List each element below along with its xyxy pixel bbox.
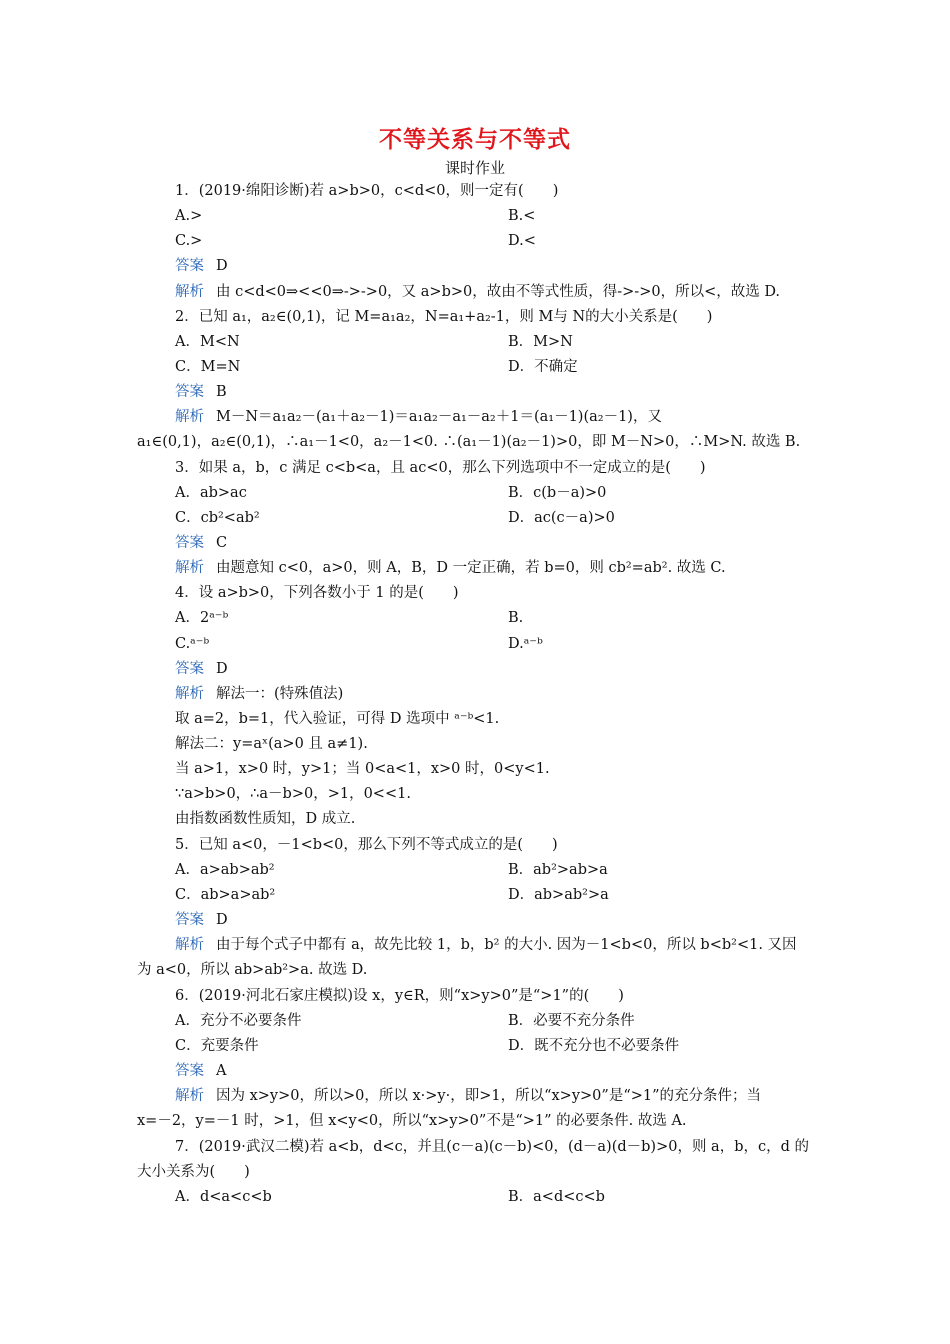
option-2d: D．不确定 (508, 359, 578, 375)
analysis-4-line-3: 解法二：y=aˣ(a>0 且 a≠1). (175, 736, 368, 752)
option-1d: D.< (508, 233, 536, 249)
option-1b: B.< (508, 208, 536, 224)
option-3d: D．ac(c－a)>0 (508, 510, 615, 526)
analysis-label: 解析 (175, 686, 204, 702)
option-1c: C.> (175, 233, 203, 249)
option-3b: B．c(b－a)>0 (508, 485, 607, 501)
answer-value: D (216, 258, 228, 274)
answer-value: B (216, 384, 227, 400)
analysis-label: 解析 (175, 409, 204, 425)
option-2c: C．M=N (175, 359, 241, 375)
option-7a: A．d<a<c<b (175, 1189, 272, 1205)
analysis-4-line-2: 取 a=2，b=1，代入验证，可得 D 选项中 ᵃ⁻ᵇ<1. (175, 711, 500, 727)
answer-value: A (216, 1063, 227, 1079)
analysis-label: 解析 (175, 560, 204, 576)
option-3c: C．cb²<ab² (175, 510, 260, 526)
option-5a: A．a>ab>ab² (175, 862, 275, 878)
option-4a: A．2ᵃ⁻ᵇ (175, 610, 229, 626)
analysis-4-line-5: ∵a>b>0，∴a－b>0，>1，0<<1. (175, 786, 411, 802)
answer-6 (175, 1061, 226, 1081)
analysis-text: 解法一：(特殊值法) (216, 686, 344, 702)
option-1a: A.> (175, 208, 203, 224)
analysis-3 (175, 558, 726, 578)
question-7: 7．(2019·武汉二模)若 a<b，d<c，并且(c－a)(c－b)<0，(d－a)(d－b)>0，则 a，b，c，d 的 (175, 1139, 809, 1155)
answer-label: 答案 (175, 384, 204, 400)
answer-value: D (216, 661, 228, 677)
analysis-text: 因为 x>y>0，所以>0，所以 x·>y·，即>1，所以“x>y>0”是“>1”的充分条件；当 (216, 1088, 762, 1104)
answer-2 (175, 382, 227, 402)
page-subtitle: 课时作业 (444, 159, 505, 177)
answer-1 (175, 256, 228, 276)
analysis-text: 由于每个式子中都有 a，故先比较 1，b，b² 的大小. 因为－1<b<0，所以 b<b²<1. 又因 (216, 937, 797, 953)
page-title: 不等关系与不等式 (379, 126, 571, 153)
answer-label: 答案 (175, 535, 204, 551)
answer-value: C (216, 535, 228, 551)
analysis-text: 由 c<d<0⇒<<0⇒->->0，又 a>b>0，故由不等式性质，得->->0，所以<，故选 D. (216, 284, 781, 300)
option-4c: C.ᵃ⁻ᵇ (175, 636, 210, 652)
analysis-label: 解析 (175, 937, 204, 953)
analysis-label: 解析 (175, 1088, 204, 1104)
answer-label: 答案 (175, 661, 204, 677)
analysis-1 (175, 282, 780, 302)
option-6a: A．充分不必要条件 (175, 1013, 302, 1029)
question-2: 2．已知 a₁，a₂∈(0,1)，记 M=a₁a₂，N=a₁+a₂-1，则 M与 N的大小关系是( ) (175, 309, 713, 325)
question-4: 4．设 a>b>0，下列各数小于 1 的是( ) (175, 585, 459, 601)
question-7-cont: 大小关系为( ) (137, 1164, 250, 1180)
option-3a: A．ab>ac (175, 485, 247, 501)
answer-5 (175, 910, 228, 930)
option-4d: D.ᵃ⁻ᵇ (508, 636, 543, 652)
option-5b: B．ab²>ab>a (508, 862, 608, 878)
analysis-4 (175, 684, 343, 704)
analysis-2 (175, 407, 662, 427)
answer-label: 答案 (175, 912, 204, 928)
option-4b: B. (508, 610, 524, 626)
analysis-text: M－N＝a₁a₂－(a₁＋a₂－1)＝a₁a₂－a₁－a₂＋1＝(a₁－1)(a₂－1)，又 (216, 409, 662, 425)
analysis-label: 解析 (175, 284, 204, 300)
answer-3 (175, 533, 227, 553)
option-5c: C．ab>a>ab² (175, 887, 276, 903)
question-5: 5．已知 a<0，－1<b<0，那么下列不等式成立的是( ) (175, 837, 558, 853)
analysis-6 (175, 1086, 761, 1106)
option-2b: B．M>N (508, 334, 573, 350)
option-5d: D．ab>ab²>a (508, 887, 609, 903)
option-7b: B．a<d<c<b (508, 1189, 605, 1205)
question-3: 3．如果 a，b，c 满足 c<b<a，且 ac<0，那么下列选项中不一定成立的是( ) (175, 460, 706, 476)
analysis-2-cont: a₁∈(0,1)，a₂∈(0,1)，∴a₁－1<0，a₂－1<0. ∴(a₁－1)(a₂－1)>0，即 M－N>0，∴M>N. 故选 B. (137, 434, 801, 450)
option-6d: D．既不充分也不必要条件 (508, 1038, 680, 1054)
option-6b: B．必要不充分条件 (508, 1013, 635, 1029)
analysis-5 (175, 935, 797, 955)
option-6c: C．充要条件 (175, 1038, 259, 1054)
analysis-4-line-6: 由指数函数性质知，D 成立. (175, 811, 356, 827)
answer-label: 答案 (175, 1063, 204, 1079)
analysis-text: 由题意知 c<0，a>0，则 A，B，D 一定正确，若 b=0，则 cb²=ab². 故选 C. (216, 560, 726, 576)
option-2a: A．M<N (175, 334, 240, 350)
answer-label: 答案 (175, 258, 204, 274)
analysis-4-line-4: 当 a>1，x>0 时，y>1；当 0<a<1，x>0 时，0<y<1. (175, 761, 550, 777)
answer-value: D (216, 912, 228, 928)
answer-4 (175, 659, 228, 679)
analysis-5-cont: 为 a<0，所以 ab>ab²>a. 故选 D. (137, 962, 368, 978)
question-1: 1．(2019·绵阳诊断)若 a>b>0，c<d<0，则一定有( ) (175, 183, 559, 199)
question-6: 6．(2019·河北石家庄模拟)设 x，y∈R，则“x>y>0”是“>1”的( ) (175, 988, 624, 1004)
analysis-6-cont: x=－2，y=－1 时，>1，但 x<y<0，所以“x>y>0”不是“>1” 的必要条件. 故选 A. (137, 1113, 687, 1129)
